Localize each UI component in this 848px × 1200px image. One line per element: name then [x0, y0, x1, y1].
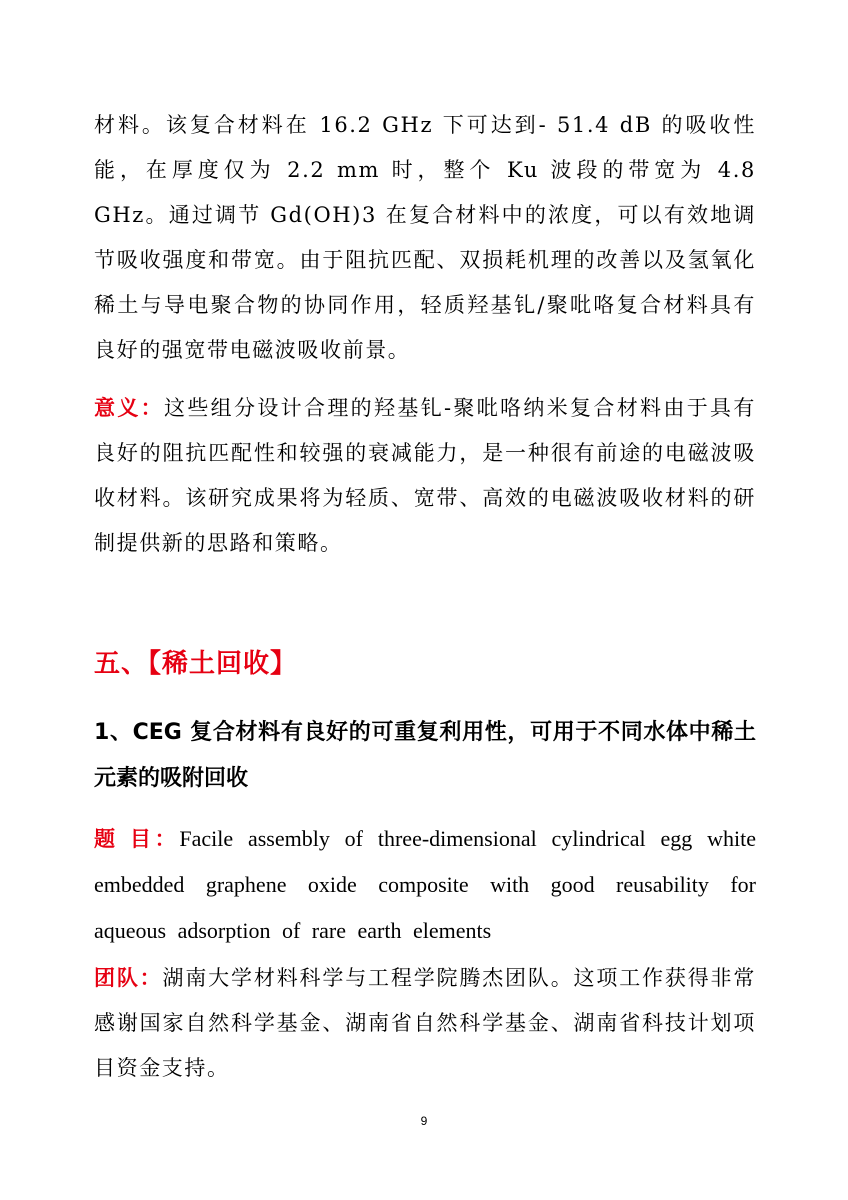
body-paragraph-results: 材料。该复合材料在 16.2 GHz 下可达到- 51.4 dB 的吸收性能，在厚度仅为 2.2 mm 时，整个 Ku 波段的带宽为 4.8 GHz。通过调节 Gd(OH)3 在复合材料中的浓度，可以有效地调节吸收强度和带宽。由于阻抗匹配、双损耗机理的改善以及氢氧化稀土与导电聚合物的协同作用，轻质羟基钆/聚吡咯复合材料具有良好的强宽带电磁波吸收前景。: [94, 113, 756, 362]
page-number: 9: [420, 1114, 428, 1128]
team-paragraph: [94, 955, 756, 1091]
significance-paragraph: [94, 385, 756, 566]
team-label: 团队：: [94, 965, 163, 990]
significance-text: 这些组分设计合理的羟基钆-聚吡咯纳米复合材料由于具有良好的阻抗匹配性和较强的衰减能力，是一种很有前途的电磁波吸收材料。该研究成果将为轻质、宽带、高效的电磁波吸收材料的研制提供新的思路和策略。: [94, 396, 756, 555]
section-heading: 五、【稀土回收】: [94, 649, 298, 679]
significance-label: 意义：: [94, 395, 164, 420]
team-text: 湖南大学材料科学与工程学院腾杰团队。这项工作获得非常感谢国家自然科学基金、湖南省自然科学基金、湖南省科技计划项目资金支持。: [94, 966, 756, 1080]
paper-title-text: Facile assembly of three-dimensional cylindrical egg white embedded graphene oxide composite with good reusability for aqueous adsorption of rare earth elements: [94, 826, 756, 943]
paper-title-paragraph: [94, 816, 756, 954]
paper-title-label: 题 目：: [94, 826, 180, 851]
section-subheading: 1、CEG 复合材料有良好的可重复利用性，可用于不同水体中稀土元素的吸附回收: [94, 720, 756, 791]
